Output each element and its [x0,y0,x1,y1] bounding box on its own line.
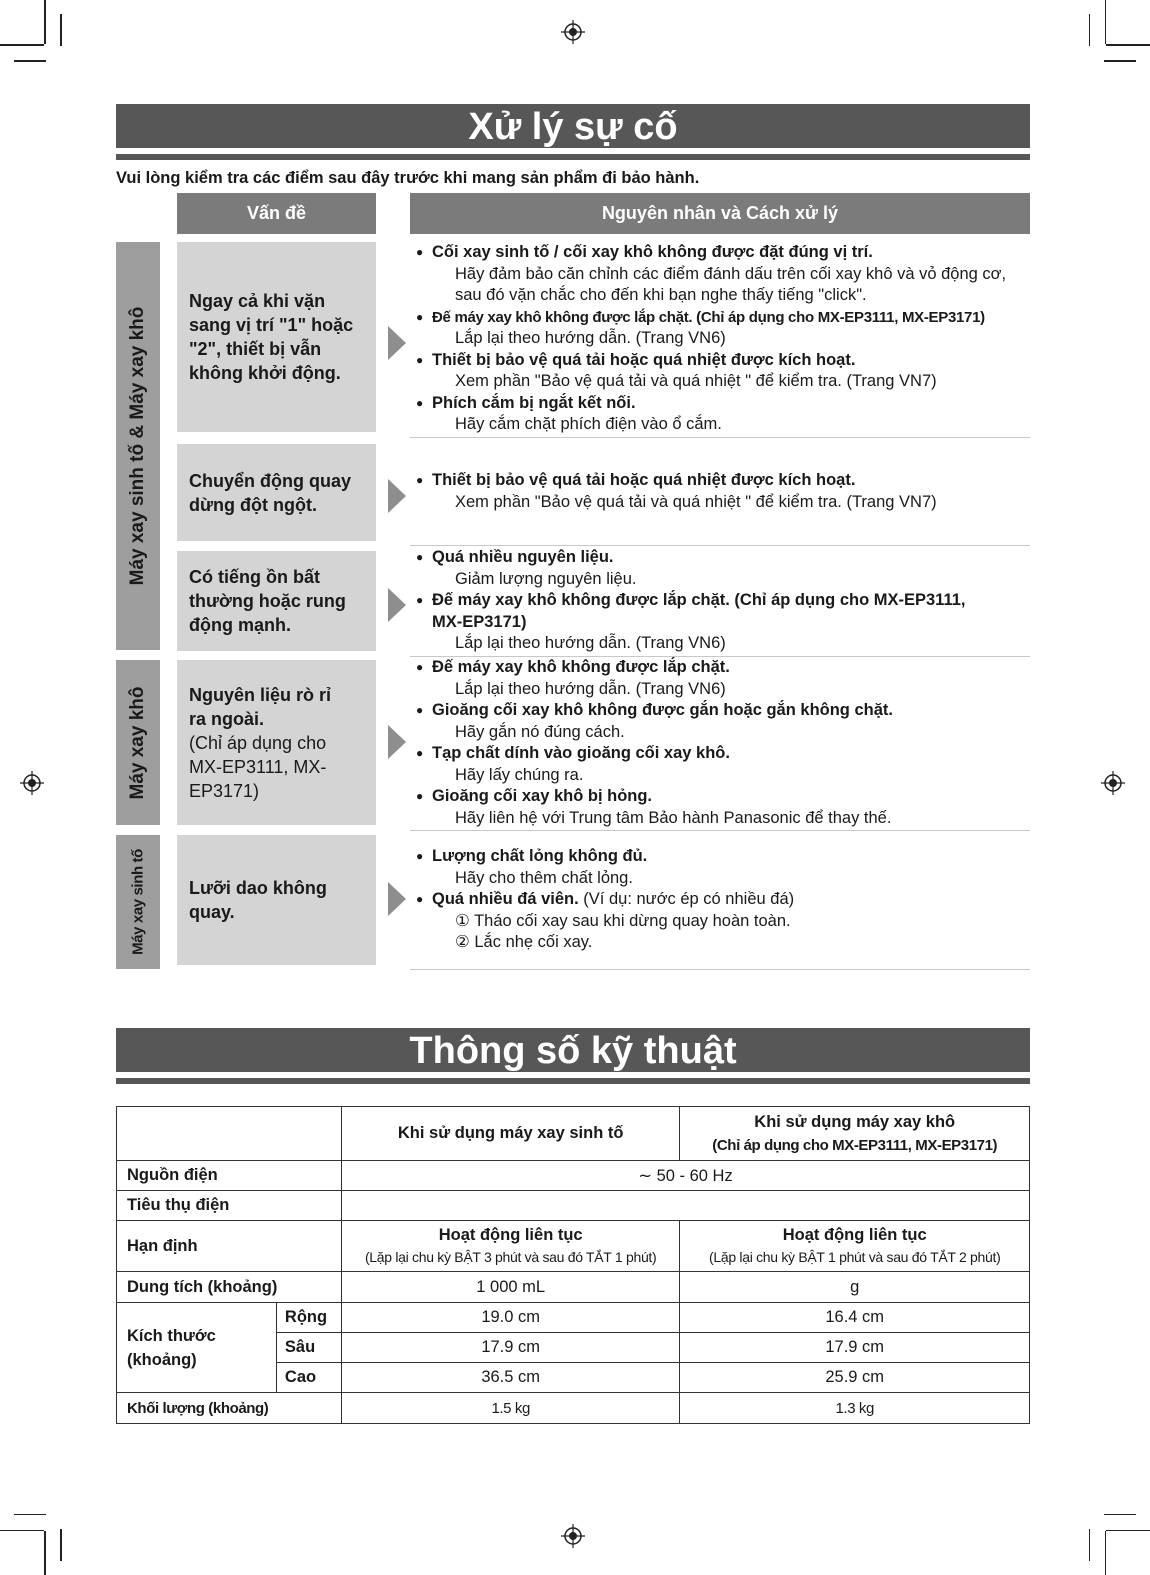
arrow-right-icon [388,479,406,513]
row-label-height: Cao [276,1363,341,1393]
row-divider [410,545,1030,546]
cause-text: Quá nhiều đá viên. [432,890,579,908]
table-row [117,1107,1030,1161]
crop-mark [1104,60,1136,62]
problem-text: Ngay cả khi vặn sang vị trí "1" hoặc "2", thiết bị vẫn không khởi động. [189,291,354,383]
table-row [117,1272,1030,1303]
troubleshooting-title: Xử lý sự cố [116,104,1030,148]
solution-cell [410,470,1030,513]
table-row [117,1161,1030,1191]
crop-mark [14,60,46,62]
cause-text: ● Quá nhiều nguyên liệu. [410,547,1030,569]
crop-mark [1089,14,1091,46]
row-label-width: Rộng [276,1303,341,1333]
cause-text: ● Đế máy xay khô không được lắp chặt. (Chỉ áp dụng cho MX-EP3111, MX-EP3171) [410,590,1030,633]
fix-text: Lắp lại theo hướng dẫn. (Trang VN6) [455,679,726,698]
fix-text: Lắp lại theo hướng dẫn. (Trang VN6) [455,329,726,347]
category-sidebar [116,835,160,969]
crop-mark [0,44,44,46]
cause-text: ● Gioăng cối xay khô bị hỏng. [410,786,1030,808]
fix-text: Hãy lấy chúng ra. [455,765,584,784]
weight-mill: 1.3 kg [680,1393,1030,1424]
col-header-mill [680,1107,1030,1161]
cause-text: ● Tạp chất dính vào gioăng cối xay khô. [410,743,1030,765]
problem-cell [177,444,376,541]
category-sidebar [116,660,160,825]
fix-text: Giảm lượng nguyên liệu. [455,569,637,588]
depth-mill: 17.9 cm [680,1333,1030,1363]
arrow-right-icon [388,725,406,759]
registration-mark-icon [20,771,44,795]
crop-mark [1106,1530,1150,1532]
crop-mark [60,1529,62,1561]
category-label: Máy xay sinh tố [129,849,147,955]
problem-cell [177,835,376,965]
problem-text: Chuyển động quay dừng đột ngột. [189,470,351,515]
crop-mark [0,1530,44,1532]
capacity-blender: 1 000 mL [341,1272,680,1303]
problem-text: Lưỡi dao không quay. [189,878,327,922]
troubleshooting-intro: Vui lòng kiểm tra các điểm sau đây trước khi mang sản phẩm đi bảo hành. [116,169,700,187]
specs-title: Thông số kỹ thuật [116,1028,1030,1072]
fix-text: Hãy liên hệ với Trung tâm Bảo hành Panasonic để thay thế. [455,808,892,827]
title-underline [116,154,1030,160]
consumption-value [341,1191,1029,1221]
fix-text: Hãy gắn nó đúng cách. [455,722,625,741]
cause-text: ● Gioăng cối xay khô không được gắn hoặc gắn không chặt. [410,700,1030,722]
cause-text: ● Đế máy xay khô không được lắp chặt. (Chỉ áp dụng cho MX-EP3111, MX-EP3171) [410,307,1030,329]
cause-text: ● Cối xay sinh tố / cối xay khô không được đặt đúng vị trí. [410,242,1030,264]
table-row [117,1393,1030,1424]
registration-mark-icon [561,1524,585,1548]
width-blender: 19.0 cm [341,1303,680,1333]
cause-line [410,889,1030,911]
solution-cell [410,547,1030,655]
row-divider [410,437,1030,438]
rating-mill-label: Hoạt động liên tục [782,1226,927,1244]
row-divider [410,969,1030,970]
row-divider [410,830,1030,831]
arrow-right-icon [388,882,406,916]
specs-table [116,1106,1030,1424]
row-label-weight: Khối lượng (khoảng) [117,1393,342,1424]
category-sidebar [116,242,160,650]
row-label-rating: Hạn định [117,1221,342,1272]
fix-text: Hãy đảm bảo căn chỉnh các điểm đánh dấu trên cối xay khô và vỏ động cơ, sau đó vặn chắc cho đến khi bạn nghe thấy tiếng "click". [455,264,1007,304]
depth-blender: 17.9 cm [341,1333,680,1363]
fix-text: Xem phần "Bảo vệ quá tải và quá nhiệt " để kiểm tra. (Trang VN7) [455,492,937,511]
col-header-mill-note: (Chỉ áp dụng cho MX-EP3111, MX-EP3171) [712,1136,998,1154]
rating-mill-note: (Lặp lại chu kỳ BẬT 1 phút và sau đó TẮT 2 phút) [708,1249,1001,1265]
table-row [117,1221,1030,1272]
rating-blender-note: (Lặp lại chu kỳ BẬT 3 phút và sau đó TẮT 1 phút) [364,1249,657,1265]
table-row [117,1191,1030,1221]
height-mill: 25.9 cm [680,1363,1030,1393]
row-label-power: Nguồn điện [117,1161,342,1191]
crop-mark [14,1514,46,1516]
problem-cell [177,551,376,651]
fix-text: Hãy cho thêm chất lỏng. [455,868,633,887]
solution-cell [410,657,1030,829]
fix-text: ② Lắc nhẹ cối xay. [455,933,593,951]
column-header-problem: Vấn đề [177,193,376,234]
fix-text: Lắp lại theo hướng dẫn. (Trang VN6) [455,634,726,652]
width-mill: 16.4 cm [680,1303,1030,1333]
crop-mark [44,0,46,44]
problem-text: Có tiếng ồn bất thường hoặc rung động mạnh. [189,567,346,635]
arrow-right-icon [388,588,406,622]
capacity-mill: g [680,1272,1030,1303]
rating-blender-label: Hoạt động liên tục [438,1226,583,1244]
cause-text: ● Lượng chất lỏng không đủ. [410,846,1030,868]
rating-blender [341,1221,680,1272]
crop-mark [1104,1514,1136,1516]
arrow-right-icon [388,326,406,360]
category-label: Máy xay khô [127,686,148,799]
fix-text: Hãy cắm chặt phích điện vào ổ cắm. [455,415,722,433]
col-header-blender: Khi sử dụng máy xay sinh tố [341,1107,680,1161]
registration-mark-icon [1101,771,1125,795]
power-value: ∼ 50 - 60 Hz [341,1161,1029,1191]
registration-mark-icon [561,20,585,44]
solution-cell [410,242,1030,436]
table-corner-cell [117,1107,342,1161]
crop-mark [1089,1529,1091,1561]
cause-text: ● Phích cắm bị ngắt kết nối. [410,393,1030,415]
height-blender: 36.5 cm [341,1363,680,1393]
rating-mill [680,1221,1030,1272]
row-label-size: Kích thước (khoảng) [117,1303,277,1393]
category-label: Máy xay sinh tố & Máy xay khô [127,306,148,586]
problem-cell [177,660,376,825]
cause-text: ● Đế máy xay khô không được lắp chặt. [410,657,1030,679]
weight-blender: 1.5 kg [341,1393,680,1424]
problem-cell [177,242,376,432]
cause-text: ● Thiết bị bảo vệ quá tải hoặc quá nhiệt được kích hoạt. [410,470,1030,492]
fix-text: Xem phần "Bảo vệ quá tải và quá nhiệt " để kiểm tra. (Trang VN7) [455,372,937,390]
row-label-capacity: Dung tích (khoảng) [117,1272,342,1303]
solution-cell [410,846,1030,954]
row-label-depth: Sâu [276,1333,341,1363]
crop-mark [1105,0,1107,44]
crop-mark [44,1531,46,1575]
problem-note: (Chỉ áp dụng cho MX-EP3111, MX-EP3171) [189,732,327,801]
fix-text: ① Tháo cối xay sau khi dừng quay hoàn toàn. [455,911,791,930]
cause-example: (Ví dụ: nước ép có nhiều đá) [583,890,795,908]
column-header-solution: Nguyên nhân và Cách xử lý [410,193,1030,234]
row-label-consumption: Tiêu thụ điện [117,1191,342,1221]
table-row [117,1303,1030,1333]
title-underline [116,1078,1030,1084]
crop-mark [1106,44,1150,46]
crop-mark [60,14,62,46]
cause-text: ● Thiết bị bảo vệ quá tải hoặc quá nhiệt được kích hoạt. [410,350,1030,372]
problem-text: Nguyên liệu rò rỉ ra ngoài. [189,684,332,729]
crop-mark [1105,1531,1107,1575]
col-header-mill-label: Khi sử dụng máy xay khô [754,1112,956,1131]
